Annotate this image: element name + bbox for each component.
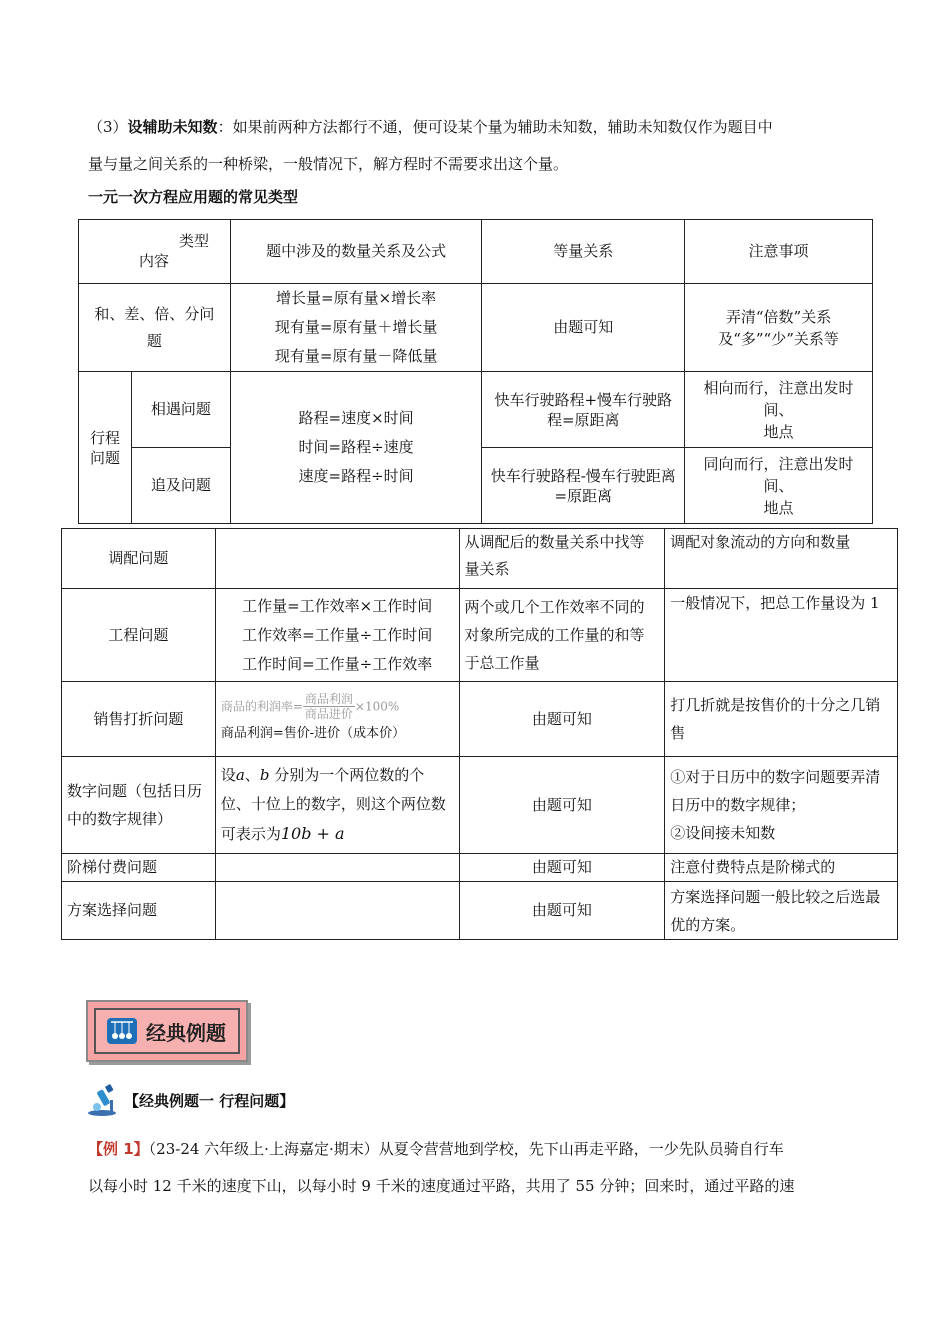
table1-header-row [79,220,873,284]
relation-meet: 快车行驶路程+慢车行驶路程=原距离 [482,372,685,448]
type-allocation: 调配问题 [62,529,216,589]
relation-engineering: 两个或几个工作效率不同的对象所完成的工作量的和等于总工作量 [459,589,665,682]
note-chase [685,448,873,524]
example-heading [86,1082,294,1118]
fraction-denominator: 商品进价 [304,706,353,721]
newtons-cradle-icon [106,1017,138,1045]
note-plan: 方案选择问题一般比较之后选最优的方案。 [665,882,898,940]
example1-text1: （23-24 六年级上·上海嘉定·期末）从夏令营营地到学校，先下山再走平路，一少先队员骑自行车 [148,1140,784,1158]
formula-line: 工作时间=工作量÷工作效率 [242,654,433,673]
type-plan: 方案选择问题 [62,882,216,940]
formula-line: 工作效率=工作量÷工作时间 [242,625,433,644]
header-notes: 注意事项 [685,220,873,284]
table2-row-sales [62,682,898,757]
formula-line: 路程=速度×时间 [298,409,414,427]
formula-expression: 10b + a [280,824,345,843]
badge-text: 经典例题 [146,1020,226,1045]
formula-line: 增长量=原有量×增长率 [276,289,437,307]
profit-formula: 商品利润=售价-进价（成本价） [220,725,406,741]
formula-line: 时间=路程÷速度 [298,438,414,456]
note-engineering: 一般情况下，把总工作量设为 1 [665,589,898,682]
relation-allocation: 从调配后的数量关系中找等量关系 [459,529,665,589]
formulas-travel [230,372,482,524]
types-table-2 [61,528,898,940]
type-travel: 行程问题 [79,372,132,524]
formula-allocation [215,529,459,589]
relation-chase: 快车行驶路程-慢车行驶距离=原距离 [482,448,685,524]
type-sales: 销售打折问题 [62,682,216,757]
formula-line: 现有量=原有量＋增长量 [274,318,438,336]
header-relation: 等量关系 [482,220,685,284]
formula-tiered [215,854,459,882]
formula-var-b: b [259,766,270,784]
header-type: 类型 [179,232,210,250]
profit-rate-formula [221,692,454,721]
note-line: 相向而行，注意出发时间、 [703,378,854,419]
subtype-meet: 相遇问题 [131,372,230,448]
type-tiered: 阶梯付费问题 [62,854,216,882]
intro-paragraph [88,112,868,142]
microscope-icon [86,1082,122,1118]
relation-tiered: 由题可知 [459,854,665,882]
section-title: 一元一次方程应用题的常见类型 [88,188,299,206]
note-sum-diff: 弄清“倍数”关系及“多”“少”关系等 [685,284,873,372]
formula-part: 设 [220,766,236,784]
formula-plan [215,882,459,940]
relation-sales: 由题可知 [459,682,665,757]
formula-line: 现有量=原有量－降低量 [274,347,438,365]
note-digits [665,757,898,854]
note-tiered: 注意付费特点是阶梯式的 [665,854,898,882]
formulas-engineering [215,589,459,682]
formulas-sales [215,682,459,757]
type-sum-diff: 和、差、倍、分问题 [79,284,231,372]
type-engineering: 工程问题 [62,589,216,682]
subtype-chase: 追及问题 [131,448,230,524]
intro-bold: 设辅助未知数 [127,118,218,136]
table2-row-digits [62,757,898,854]
note-sales: 打几折就是按售价的十分之几销售 [665,682,898,757]
header-formulas: 题中涉及的数量关系及公式 [230,220,482,284]
table2-row-plan [62,882,898,940]
type-digits: 数字问题（包括日历中的数字规律） [62,757,216,854]
formula-part: 、 [244,766,260,784]
note-line: 同向而行，注意出发时间、 [703,454,854,495]
formula-var-a: a [235,766,245,784]
intro-paragraph-line2 [88,149,868,179]
fraction-numerator: 商品利润 [304,691,353,706]
note-allocation: 调配对象流动的方向和数量 [665,529,898,589]
formula-line: 工作量=工作效率×工作时间 [242,596,433,615]
note-line: 地点 [763,422,794,441]
example1-line2 [88,1171,868,1201]
relation-sum-diff: 由题可知 [482,284,685,372]
example-tag: 【例 1】 [88,1140,149,1158]
badge-inner [94,1008,240,1054]
formula-fraction [303,692,355,721]
intro-text2: 量与量之间关系的一种桥梁，一般情况下，解方程时不需要求出这个量。 [88,155,569,173]
note-line: ①对于日历中的数字问题要弄清日历中的数字规律； [670,768,881,814]
formula-part: 分别为一个两位数的个位、十位上的数字，则这个两位数可表示为 [220,766,446,843]
intro-label: （3） [88,118,128,136]
note-meet [685,372,873,448]
header-content: 内容 [139,252,170,270]
relation-digits: 由题可知 [459,757,665,854]
example-heading-text: 【经典例题一 行程问题】 [124,1091,295,1110]
relation-plan: 由题可知 [459,882,665,940]
table1-row-sum-diff [79,284,873,372]
table2-row-allocation [62,529,898,589]
formula-lhs: 商品的利润率= [220,699,303,713]
table2-row-engineering [62,589,898,682]
table2-row-tiered [62,854,898,882]
intro-text1: ：如果前两种方法都行不通，便可设某个量为辅助未知数，辅助未知数仅作为题目中 [217,118,773,136]
formula-digits [215,757,459,854]
types-table-1 [78,219,873,524]
formula-line: 速度=路程÷时间 [298,467,414,485]
formula-tail: ×100% [354,699,400,713]
example1-text2: 以每小时 12 千米的速度下山，以每小时 9 千米的速度通过平路，共用了 55 分钟；回来时，通过平路的速 [88,1177,795,1195]
classic-examples-badge [86,1000,248,1062]
formulas-sum-diff [230,284,482,372]
note-line: 地点 [763,498,794,517]
note-line: ②设间接未知数 [670,824,776,842]
example1-line1 [88,1134,868,1164]
header-diagonal-cell [79,220,231,284]
table1-row-meet [79,372,873,448]
